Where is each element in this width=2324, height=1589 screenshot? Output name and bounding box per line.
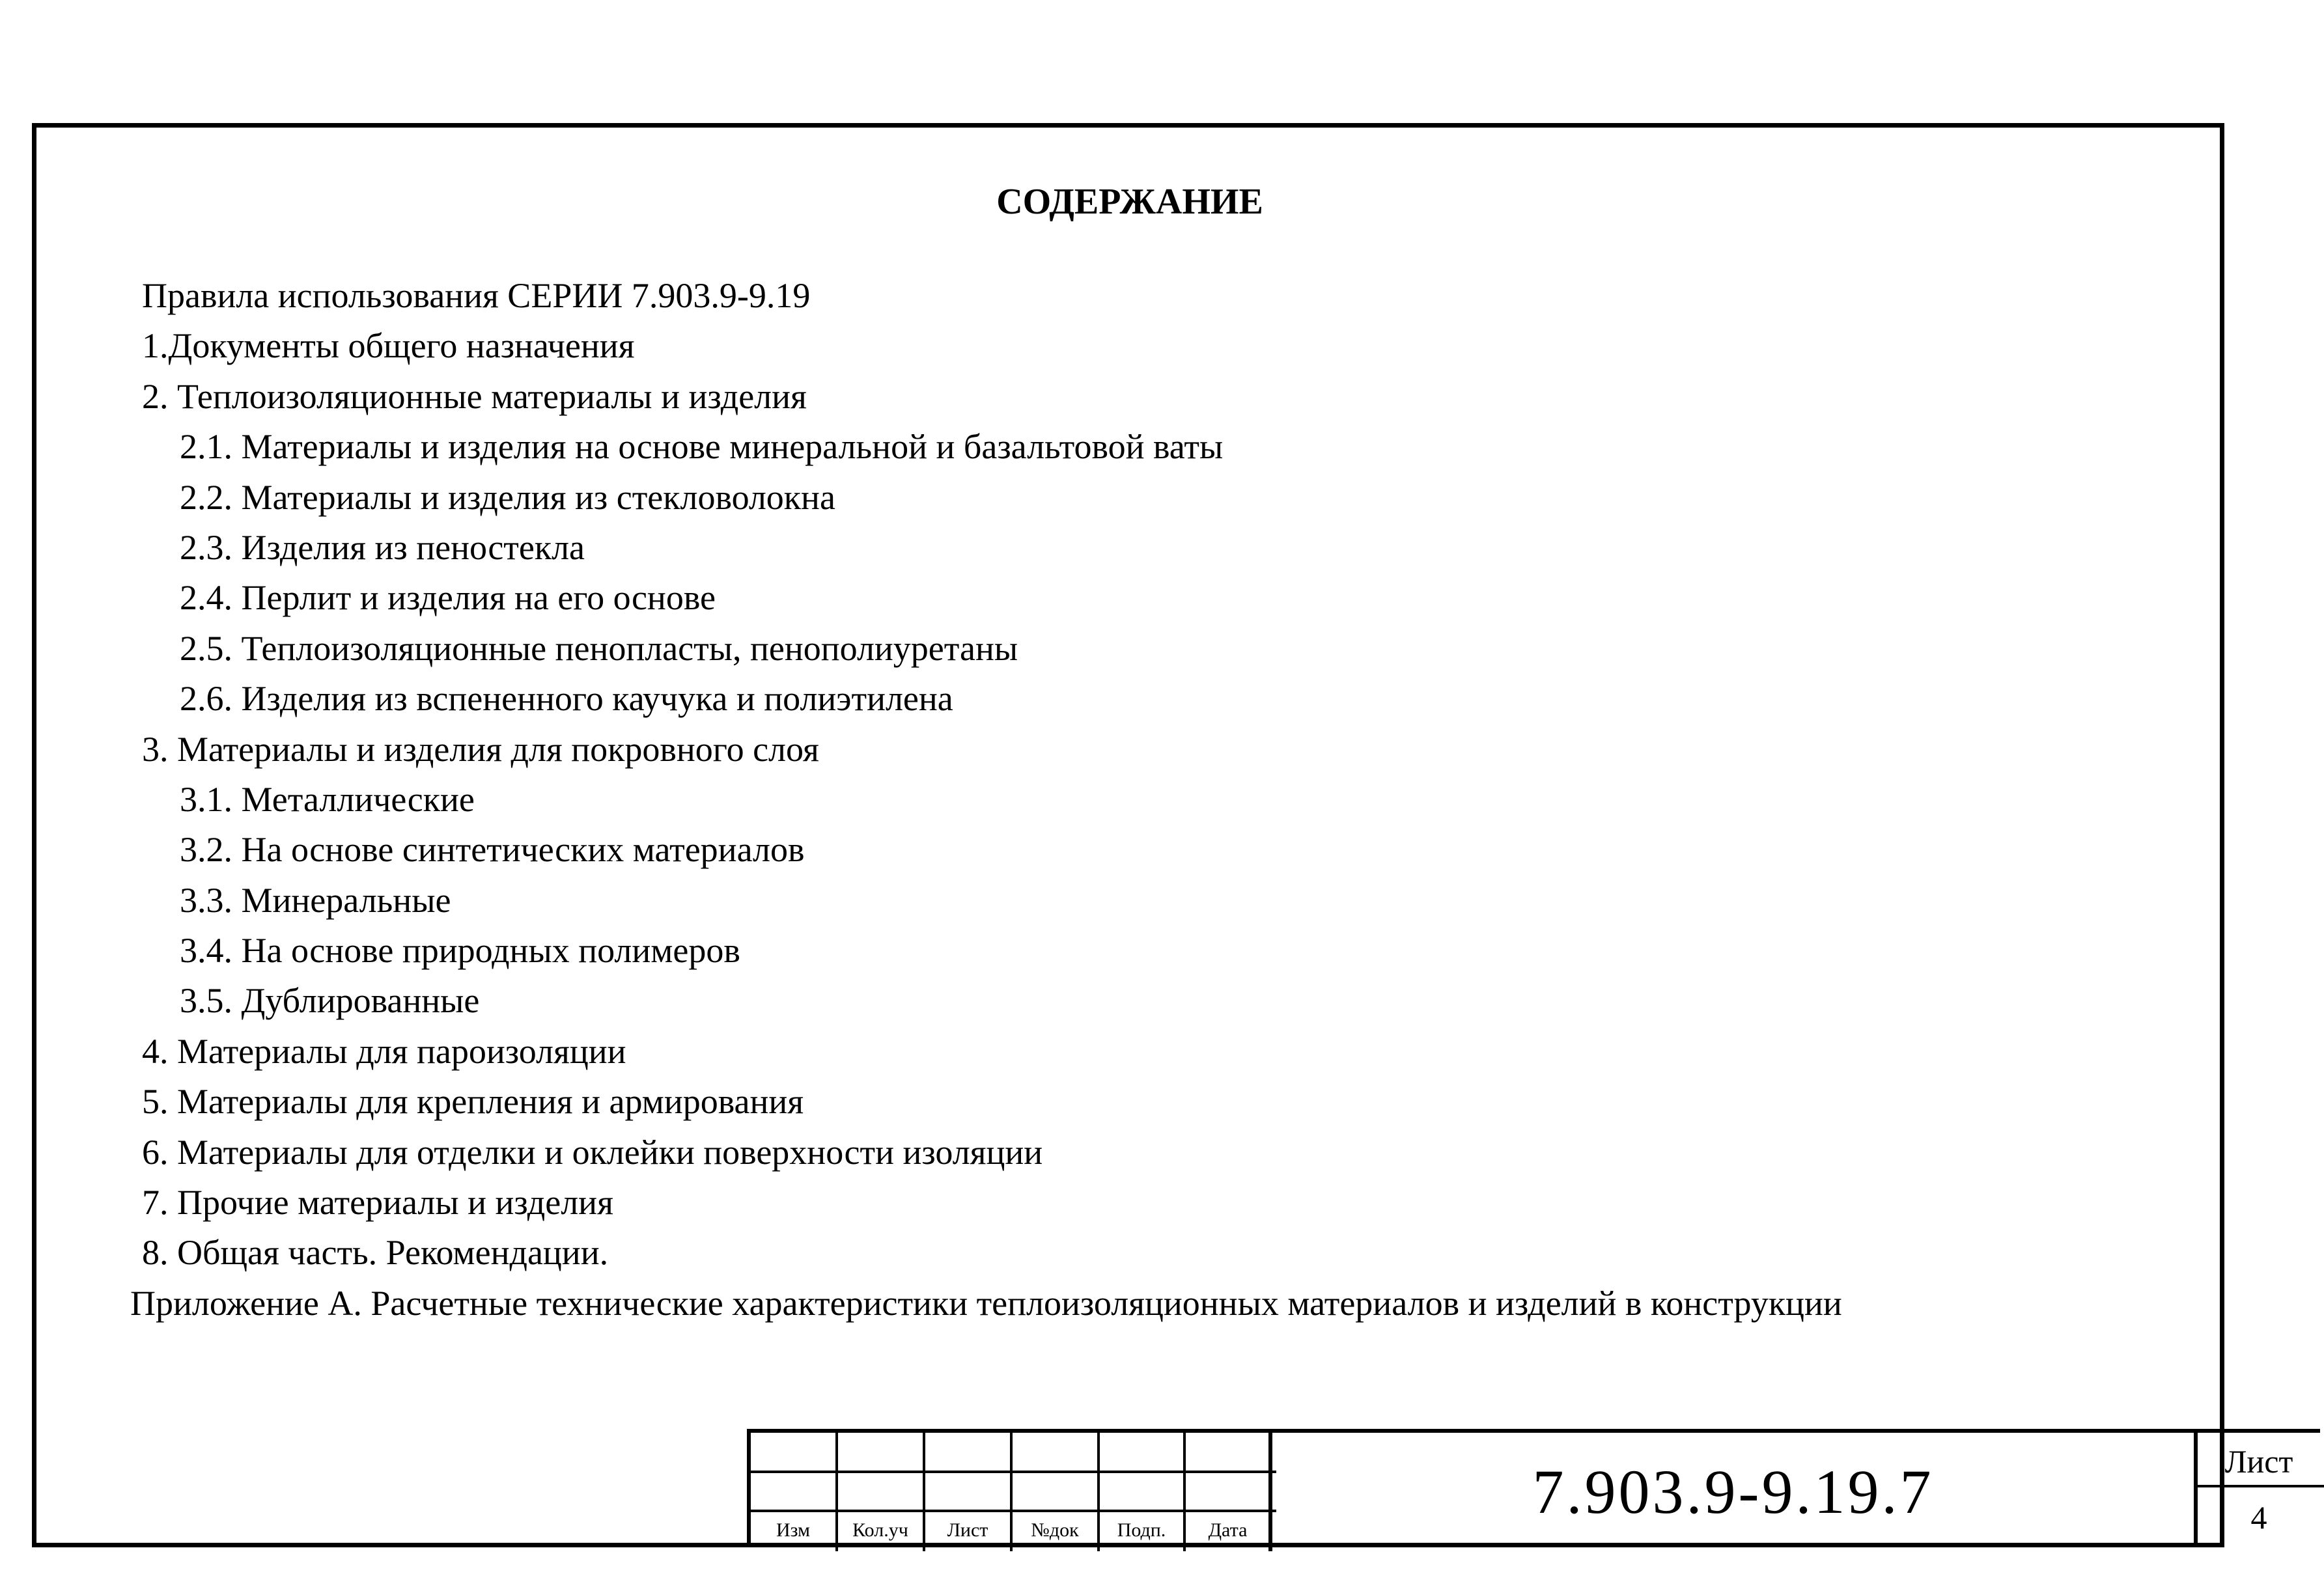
toc-subitem: 2.6. Изделия из вспененного каучука и полиэтилена: [180, 679, 953, 719]
toc-subitem: 2.3. Изделия из пеностекла: [180, 527, 585, 567]
title-block-stamp: [747, 1429, 2293, 1547]
column-label-data: Дата: [1208, 1519, 1248, 1541]
column-label-podp: Подп.: [1117, 1519, 1166, 1541]
toc-subitem: 3.3. Минеральные: [180, 880, 451, 920]
table-of-contents: [130, 271, 1842, 1329]
page-title: СОДЕРЖАНИЕ: [996, 182, 1263, 222]
toc-item: 3. Материалы и изделия для покровного слоя: [142, 729, 819, 769]
document-code-cell: [1272, 1429, 2194, 1547]
sheet-number: 4: [2250, 1499, 2267, 1536]
toc-subitem: 2.1. Материалы и изделия на основе минеральной и базальтовой ваты: [180, 427, 1224, 467]
column-label-izm: Изм: [776, 1519, 811, 1541]
toc-item: 7. Прочие материалы и изделия: [142, 1183, 613, 1223]
toc-subitem: 2.5. Теплоизоляционные пенопласты, пенополиуретаны: [180, 628, 1018, 668]
toc-item: 4. Материалы для пароизоляции: [142, 1031, 626, 1071]
grid-row-divider: [751, 1510, 1276, 1512]
toc-item: 1.Документы общего назначения: [142, 326, 635, 366]
toc-subitem: 3.1. Металлические: [180, 779, 475, 819]
toc-subitem: 3.5. Дублированные: [180, 981, 480, 1021]
sheet-divider: [2198, 1485, 2324, 1487]
toc-subitem: 2.4. Перлит и изделия на его основе: [180, 578, 716, 618]
revision-grid: [747, 1429, 1272, 1547]
toc-item: 2. Теплоизоляционные материалы и изделия: [142, 376, 807, 416]
toc-item: 5. Материалы для крепления и армирования: [142, 1082, 804, 1122]
sheet-cell: [2194, 1429, 2320, 1547]
toc-subitem: 3.4. На основе природных полимеров: [180, 931, 740, 971]
toc-subitem: 2.2. Материалы и изделия из стекловолокна: [180, 477, 835, 517]
toc-appendix: Приложение А. Расчетные технические характеристики теплоизоляционных материалов и изделий в конструкции: [130, 1283, 1842, 1323]
sheet-label: Лист: [2224, 1443, 2293, 1480]
grid-row-divider: [751, 1471, 1276, 1473]
toc-item: 8. Общая часть. Рекомендации.: [142, 1233, 609, 1273]
column-label-list: Лист: [947, 1519, 988, 1541]
toc-item: 6. Материалы для отделки и оклейки поверхности изоляции: [142, 1132, 1043, 1172]
column-label-kol-uch: Кол.уч: [852, 1519, 908, 1541]
toc-subitem: 3.2. На основе синтетических материалов: [180, 830, 805, 870]
document-code: 7.903.9-9.19.7: [1532, 1457, 1934, 1527]
column-label-ndok: №док: [1031, 1519, 1079, 1541]
toc-item: Правила использования СЕРИИ 7.903.9-9.19: [142, 276, 811, 315]
